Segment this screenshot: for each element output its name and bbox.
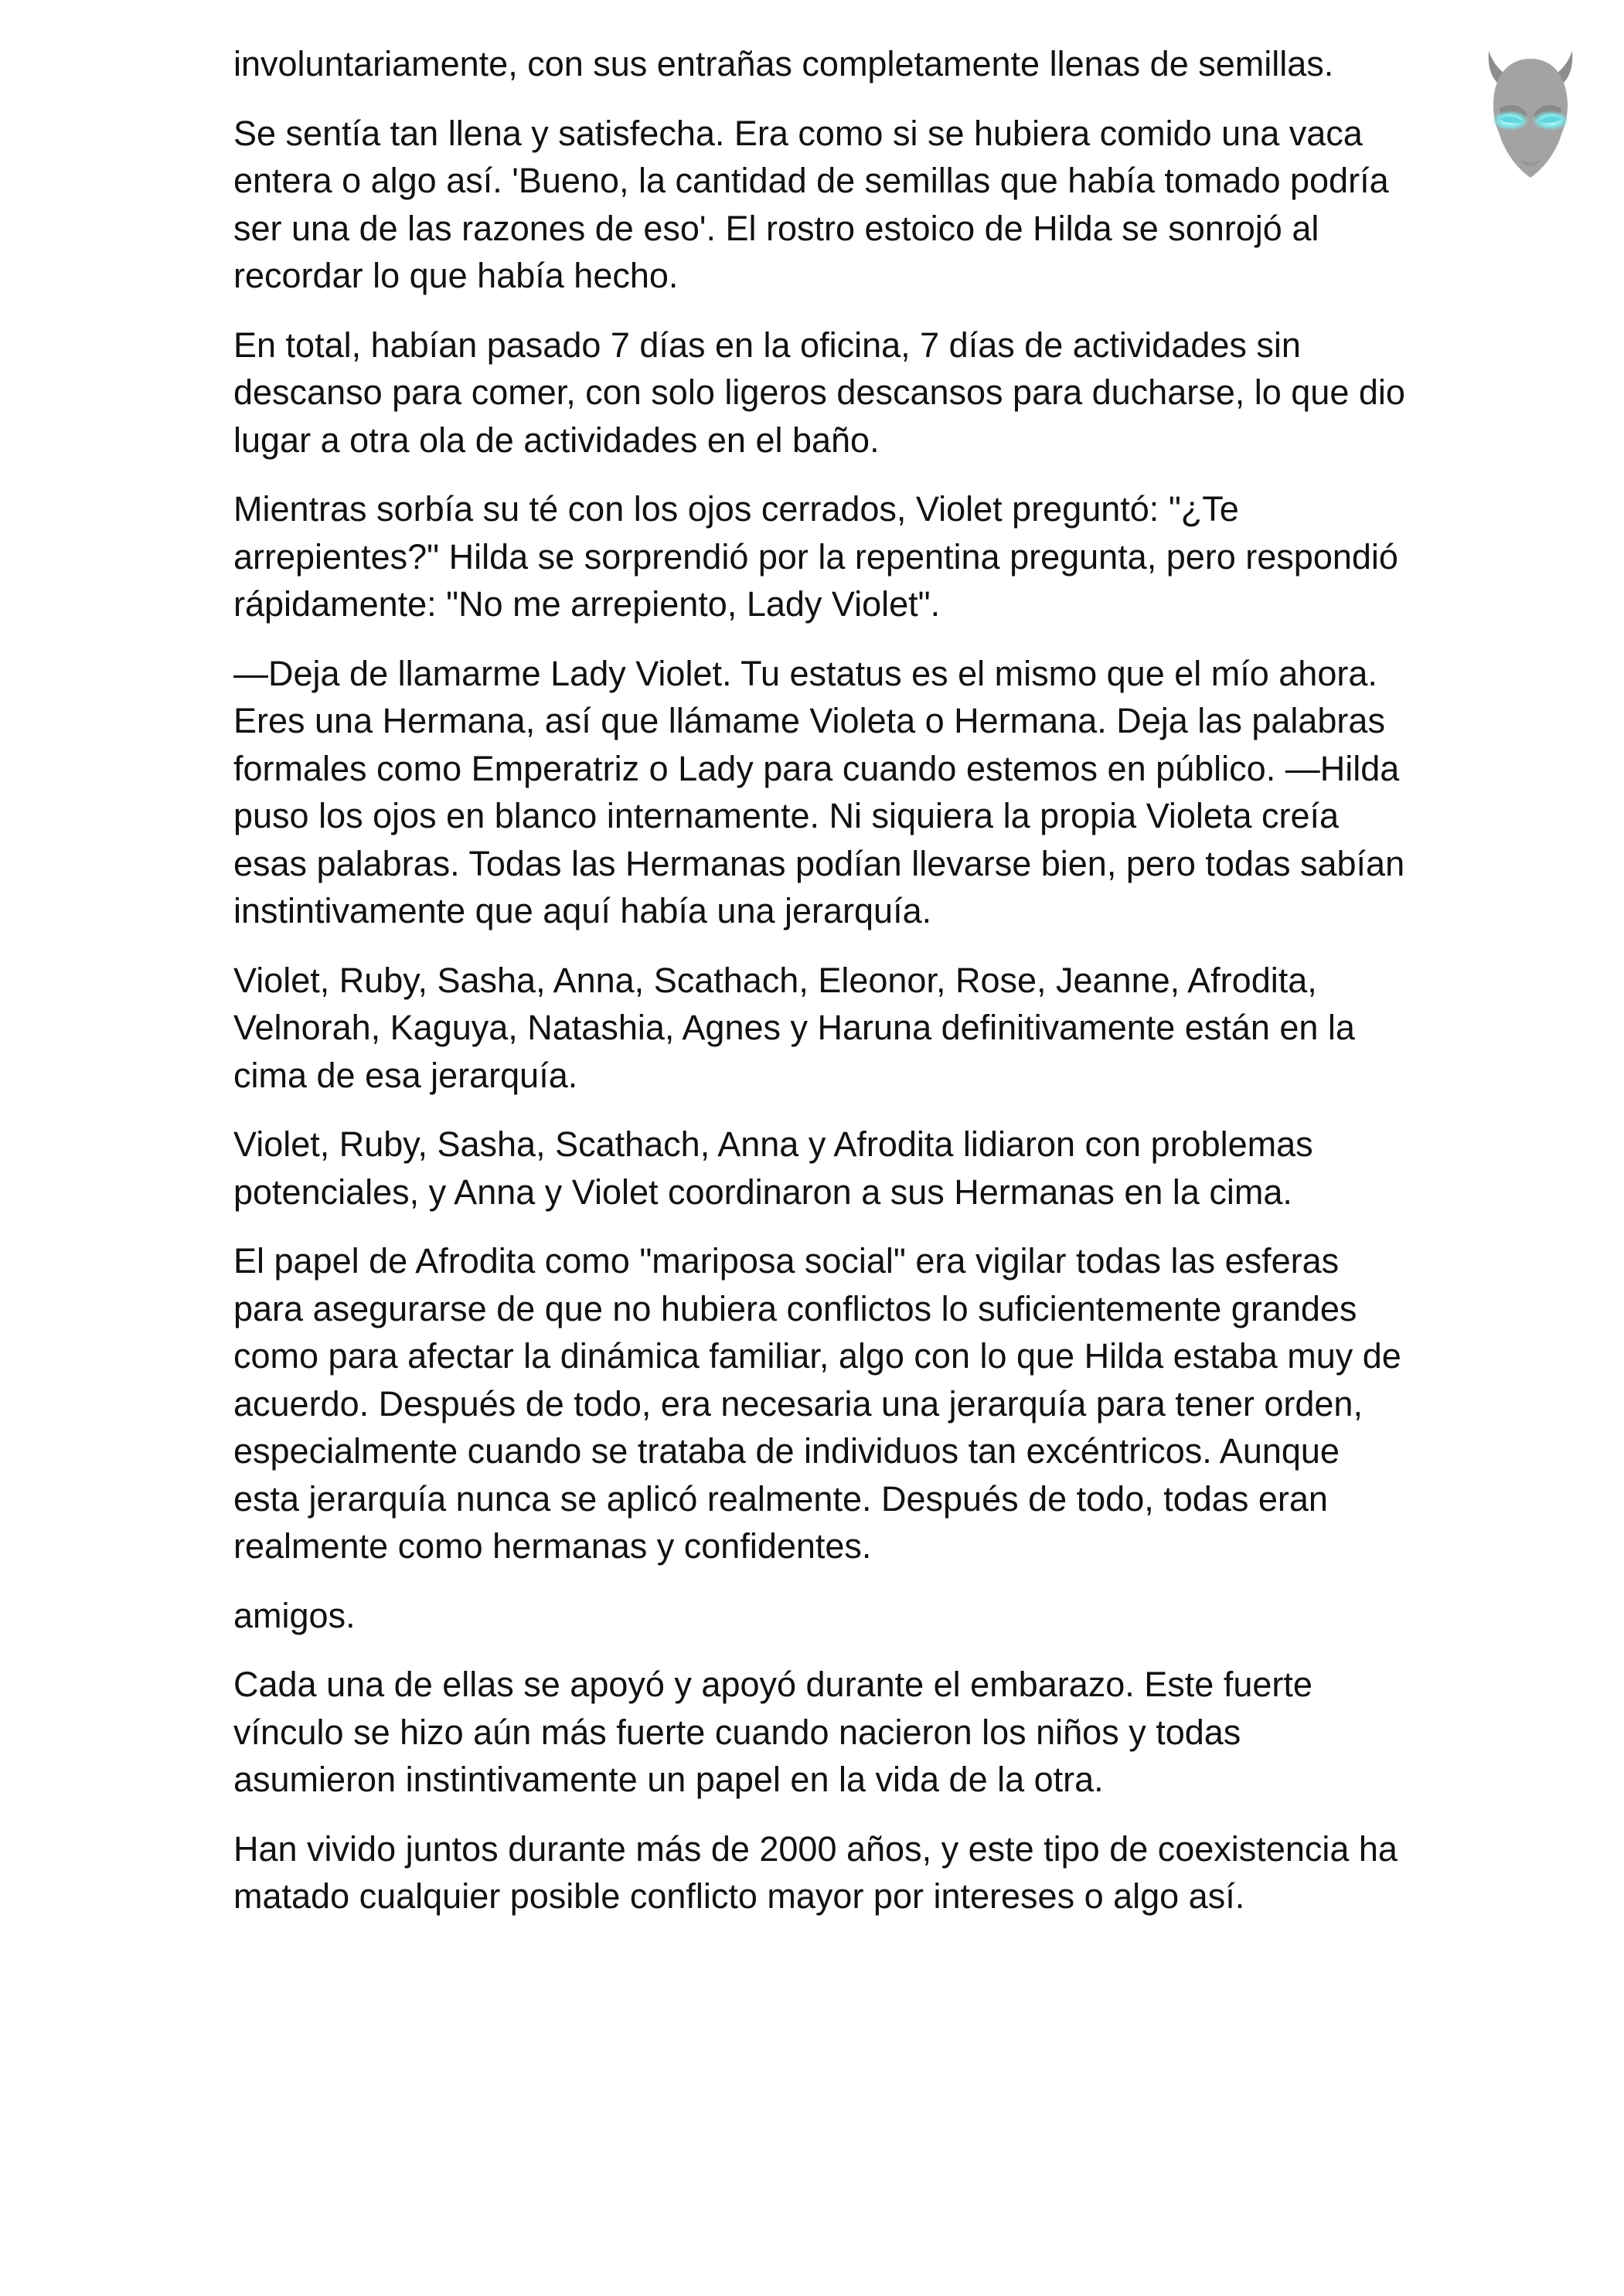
paragraph-8: El papel de Afrodita como "mariposa social" era vigilar todas las esferas para asegurarse de que no hubiera conflictos lo suficientemente grandes como para afectar la dinámica familiar, algo con lo que Hilda estaba muy de acuerdo. Después de todo, era necesaria una jerarquía para tener orden, especialmente cuando se trataba de individuos tan excéntricos. Aunque esta jerarquía nunca se aplicó realmente. Después de todo, todas eran realmente como hermanas y confidentes. [233,1241,1401,1566]
paragraph-1: involuntariamente, con sus entrañas completamente llenas de semillas. [233,44,1334,83]
paragraph-10: Cada una de ellas se apoyó y apoyó durante el embarazo. Este fuerte vínculo se hizo aún más fuerte cuando nacieron los niños y todas asumieron instintivamente un papel en la vida de la otra. [233,1665,1312,1799]
paragraph-9: amigos. [233,1595,356,1635]
paragraph-6: Violet, Ruby, Sasha, Anna, Scathach, Eleonor, Rose, Jeanne, Afrodita, Velnorah, Kaguya, Natashia, Agnes y Haruna definitivamente están en la cima de esa jerarquía. [233,960,1355,1095]
document-body [233,40,1408,1942]
demon-head-icon [1473,28,1588,190]
paragraph-4: Mientras sorbía su té con los ojos cerrados, Violet preguntó: "¿Te arrepientes?" Hilda se sorprendió por la repentina pregunta, pero respondió rápidamente: "No me arrepiento, Lady Violet". [233,489,1398,624]
paragraph-3: En total, habían pasado 7 días en la oficina, 7 días de actividades sin descanso para comer, con solo ligeros descansos para ducharse, lo que dio lugar a otra ola de actividades en el baño. [233,325,1405,460]
paragraph-11: Han vivido juntos durante más de 2000 años, y este tipo de coexistencia ha matado cualquier posible conflicto mayor por intereses o algo así. [233,1828,1398,1916]
paragraph-5: —Deja de llamarme Lady Violet. Tu estatus es el mismo que el mío ahora. Eres una Hermana, así que llámame Violeta o Hermana. Deja las palabras formales como Emperatriz o Lady para cuando estemos en público. —Hilda puso los ojos en blanco internamente. Ni siquiera la propia Violeta creía esas palabras. Todas las Hermanas podían llevarse bien, pero todas sabían instintivamente que aquí había una jerarquía. [233,653,1405,930]
paragraph-7: Violet, Ruby, Sasha, Scathach, Anna y Afrodita lidiaron con problemas potenciales, y Anna y Violet coordinaron a sus Hermanas en la cima. [233,1124,1313,1212]
paragraph-2: Se sentía tan llena y satisfecha. Era como si se hubiera comido una vaca entera o algo así. 'Bueno, la cantidad de semillas que había tomado podría ser una de las razones de eso'. El rostro estoico de Hilda se sonrojó al recordar lo que había hecho. [233,113,1389,295]
